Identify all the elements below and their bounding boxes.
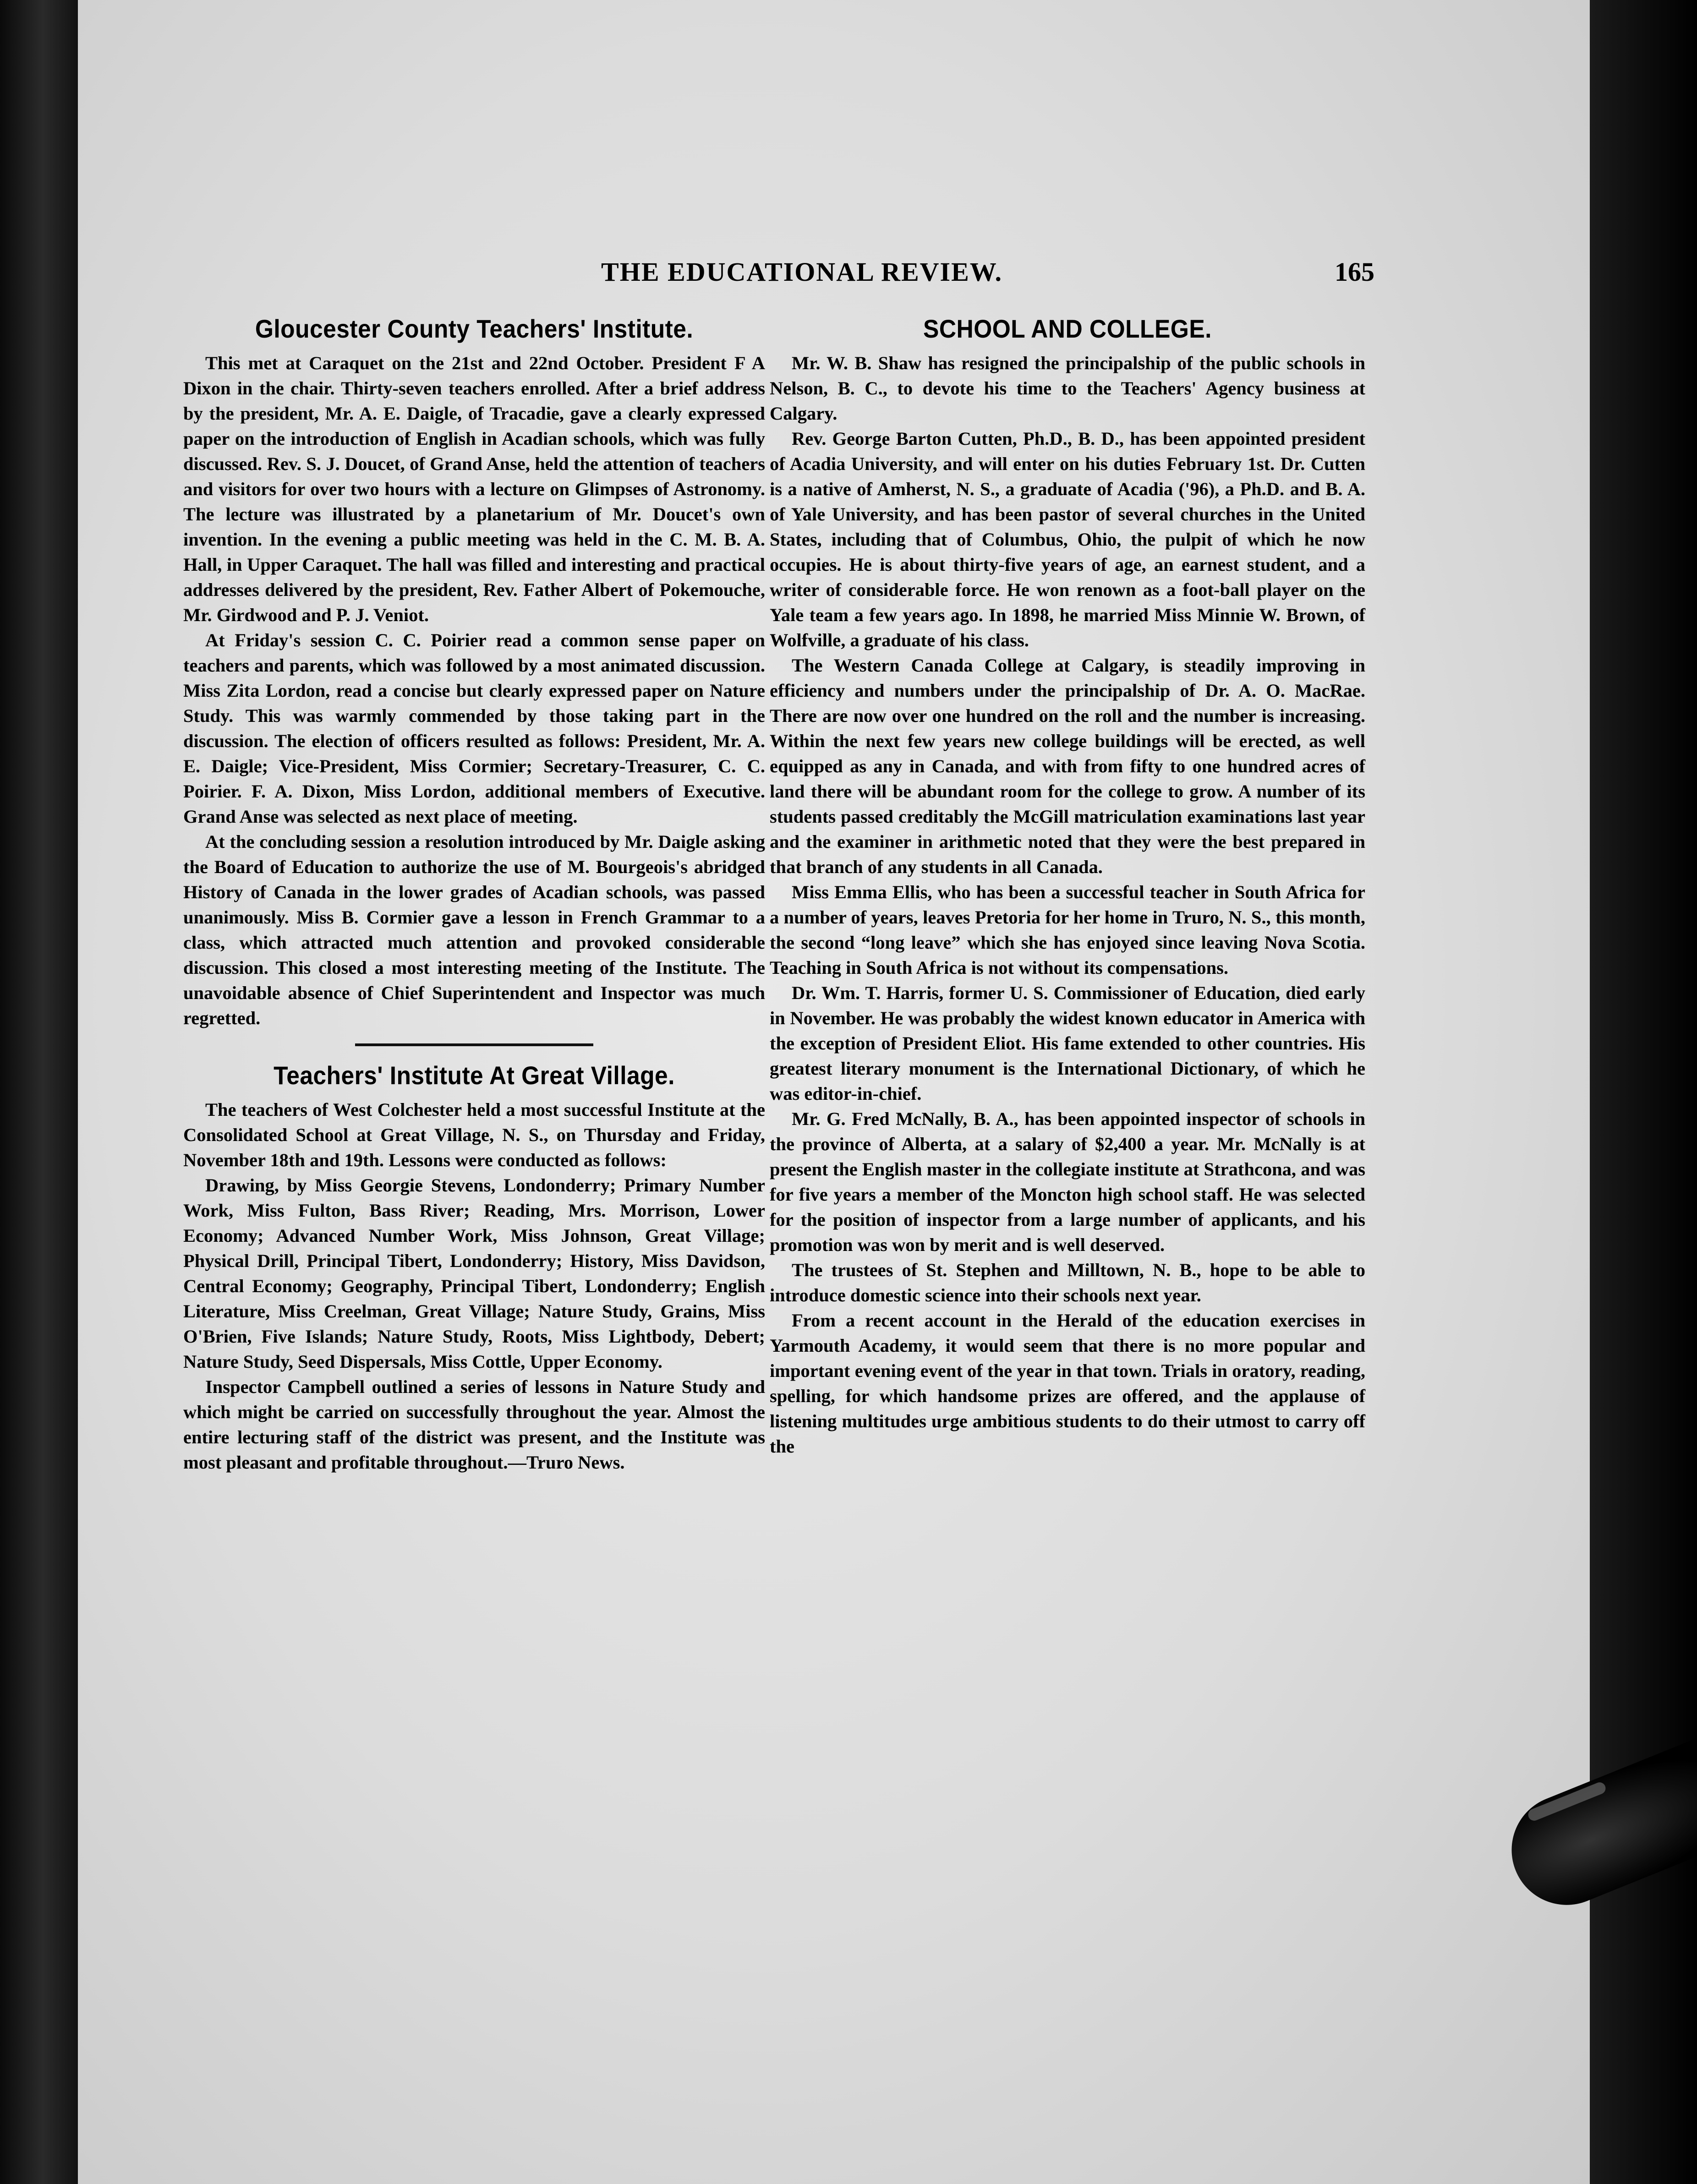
great-village-paragraph-1: The teachers of West Colchester held a most successful Institute at the Consolidated School at Great Village, N. S., on Thursday and Friday, November 18th and 19th. Lessons were conducted as follows: (183, 1099, 765, 1170)
right-column (770, 316, 1365, 1459)
news-item-yarmouth: From a recent account in the Herald of the education exercises in Yarmouth Academy, it would seem that there is no more popular and important evening event of the year in that town. Trials in oratory, reading, spelling, for which handsome prizes are offered, and the applause of listening multitudes urge ambitious students to do their utmost to carry off the (770, 1310, 1365, 1457)
section-divider (355, 1043, 593, 1046)
left-column (183, 316, 765, 1475)
gloucester-paragraph-3: At the concluding session a resolution introduced by Mr. Daigle asking the Board of Education to authorize the use of M. Bourgeois's abridged History of Canada in the lower grades of Acadian schools, was passed unanimously. Miss B. Cormier gave a lesson in French Grammar to a class, which attracted much attention and provoked considerable discussion. This closed a most interesting meeting of the Institute. The unavoidable absence of Chief Superintendent and Inspector was much regretted. (183, 831, 765, 1028)
news-item-harris: Dr. Wm. T. Harris, former U. S. Commissioner of Education, died early in November. He was probably the widest known educator in America with the exception of President Eliot. His fame extended to other countries. His greatest literary monument is the International Dictionary, of which he was editor-in-chief. (770, 983, 1365, 1104)
page-number: 165 (1335, 257, 1374, 287)
great-village-heading: Teachers' Institute At Great Village. (274, 1061, 675, 1090)
school-and-college-heading: SCHOOL AND COLLEGE. (923, 314, 1212, 343)
news-item-ellis: Miss Emma Ellis, who has been a successful teacher in South Africa for a number of years, leaves Pretoria for her home in Truro, N. S., this month, the second “long leave” which she has enjoyed since leaving Nova Scotia. Teaching in South Africa is not without its compensations. (770, 882, 1365, 978)
news-item-western-canada-college: The Western Canada College at Calgary, is steadily improving in efficiency and numbers under the principalship of Dr. A. O. MacRae. There are now over one hundred on the roll and the number is increasing. Within the next few years new college buildings will be erected, as well equipped as any in Canada, and with from fifty to one hundred acres of land there will be abundant room for the college to grow. A number of its students passed creditably the McGill matriculation examinations last year and the examiner in arithmetic noted that they were the best prepared in that branch of any students in all Canada. (770, 655, 1365, 877)
news-item-shaw: Mr. W. B. Shaw has resigned the principalship of the public schools in Nelson, B. C., to devote his time to the Teachers' Agency business at Calgary. (770, 353, 1365, 424)
great-village-paragraph-3: Inspector Campbell outlined a series of lessons in Nature Study and which might be carried on successfully throughout the year. Almost the entire lecturing staff of the district was present, and the Institute was most pleasant and profitable throughout.—Truro News. (183, 1376, 765, 1473)
gloucester-paragraph-2: At Friday's session C. C. Poirier read a common sense paper on teachers and parents, which was followed by a most animated discussion. Miss Zita Lordon, read a concise but clearly expressed paper on Nature Study. This was warmly commended by those taking part in the discussion. The election of officers resulted as follows: President, Mr. A. E. Daigle; Vice-President, Miss Cormier; Secretary-Treasurer, C. C. Poirier. F. A. Dixon, Miss Lordon, additional members of Executive. Grand Anse was selected as next place of meeting. (183, 630, 765, 827)
journal-title: THE EDUCATIONAL REVIEW. (601, 257, 1002, 287)
news-item-mcnally: Mr. G. Fred McNally, B. A., has been appointed inspector of schools in the province of Alberta, at a salary of $2,400 a year. Mr. McNally is at present the English master in the collegiate institute at Strathcona, and was for five years a member of the Moncton high school staff. He was selected for the position of inspector from a large number of applicants, and his promotion was won by merit and is well deserved. (770, 1108, 1365, 1255)
great-village-paragraph-2: Drawing, by Miss Georgie Stevens, Londonderry; Primary Number Work, Miss Fulton, Bass River; Reading, Mrs. Morrison, Lower Economy; Advanced Number Work, Miss Johnson, Great Village; Physical Drill, Principal Tibert, Londonderry; History, Miss Davidson, Central Economy; Geography, Principal Tibert, Londonderry; English Literature, Miss Creelman, Great Village; Nature Study, Grains, Miss O'Brien, Five Islands; Nature Study, Roots, Miss Lightbody, Debert; Nature Study, Seed Dispersals, Miss Cottle, Upper Economy. (183, 1175, 765, 1372)
news-item-cutten: Rev. George Barton Cutten, Ph.D., B. D., has been appointed president of Acadia University, and will enter on his duties February 1st. Dr. Cutten is a native of Amherst, N. S., a graduate of Acadia ('96), a Ph.D. and B. A. of Yale University, and has been pastor of several churches in the United States, including that of Columbus, Ohio, the pulpit of which he now occupies. He is about thirty-five years of age, an earnest student, and a writer of considerable force. He won renown as a foot-ball player on the Yale team a few years ago. In 1898, he married Miss Minnie W. Brown, of Wolfville, a graduate of his class. (770, 428, 1365, 650)
gloucester-paragraph-1: This met at Caraquet on the 21st and 22nd October. President F A Dixon in the chair. Thirty-seven teachers enrolled. After a brief address by the president, Mr. A. E. Daigle, of Tracadie, gave a clearly expressed paper on the introduction of English in Acadian schools, which was fully discussed. Rev. S. J. Doucet, of Grand Anse, held the attention of teachers and visitors for over two hours with a lecture on Glimpses of Astronomy. The lecture was illustrated by a planetarium of Mr. Doucet's own invention. In the evening a public meeting was held in the C. M. B. A. Hall, in Upper Caraquet. The hall was filled and interesting and practical addresses delivered by the president, Rev. Father Albert of Pokemouche, Mr. Girdwood and P. J. Veniot. (183, 353, 765, 625)
news-item-st-stephen: The trustees of St. Stephen and Milltown, N. B., hope to be able to introduce domestic science into their schools next year. (770, 1260, 1365, 1305)
binding-gutter (0, 0, 78, 2184)
gloucester-heading: Gloucester County Teachers' Institute. (255, 314, 694, 343)
